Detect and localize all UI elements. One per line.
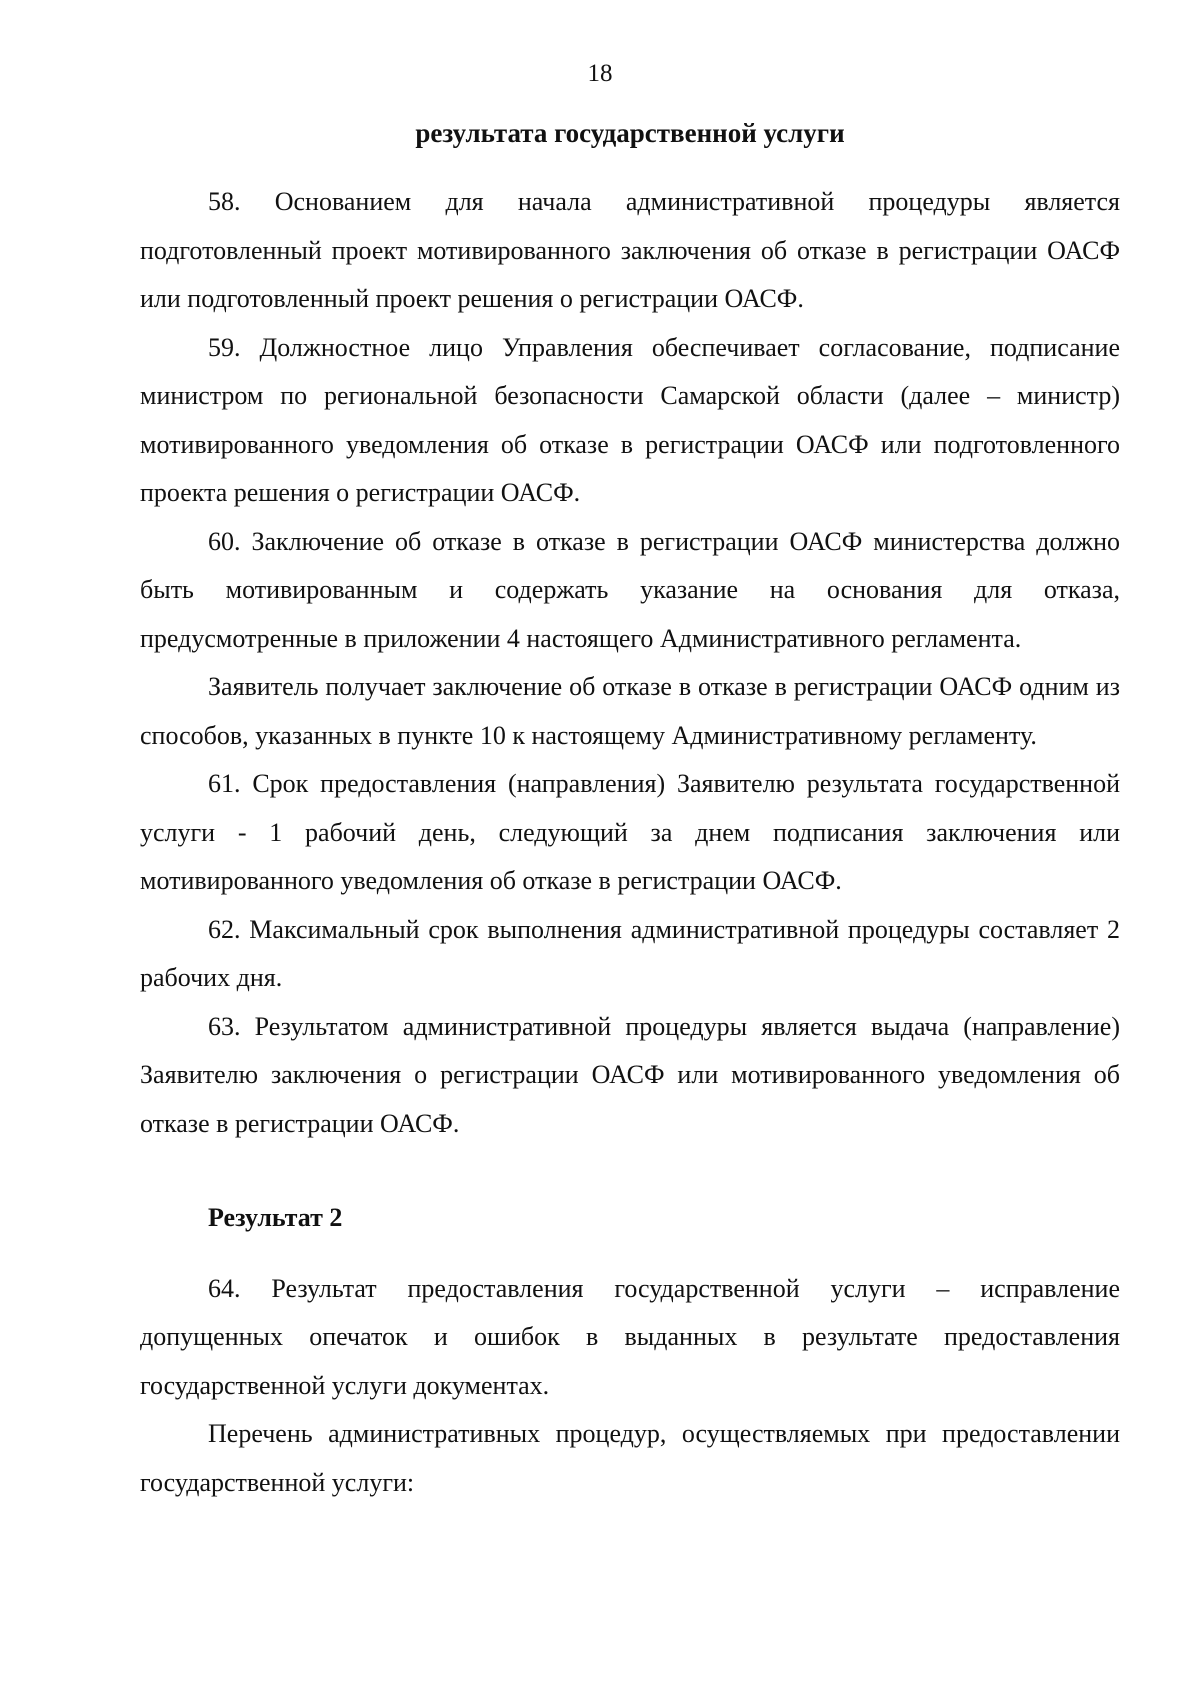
paragraph-64: 64. Результат предоставления государственной услуги – исправление допущенных опечаток и ошибок в выданных в результате предоставления государственной услуги документах. — [140, 1273, 1120, 1400]
paragraph-62: 62. Максимальный срок выполнения административной процедуры составляет 2 рабочих дня. — [140, 914, 1120, 992]
paragraph-63: 63. Результатом административной процедуры является выдача (направление) Заявителю заключения о регистрации ОАСФ или мотивированного уведомления об отказе в регистрации ОАСФ. — [140, 1011, 1120, 1138]
document-body — [140, 178, 1120, 1507]
page-number: 18 — [587, 60, 613, 87]
result-2-title: Результат 2 — [208, 1203, 343, 1232]
paragraph-60-continuation: Заявитель получает заключение об отказе в отказе в регистрации ОАСФ одним из способов, указанных в пункте 10 к настоящему Административному регламенту. — [140, 672, 1120, 750]
paragraph-60: 60. Заключение об отказе в отказе в регистрации ОАСФ министерства должно быть мотивированным и содержать указание на основания для отказа, предусмотренные в приложении 4 настоящего Административного регламента. — [140, 526, 1120, 653]
paragraph-58: 58. Основанием для начала административной процедуры является подготовленный проект мотивированного заключения об отказе в регистрации ОАСФ или подготовленный проект решения о регистрации ОАСФ. — [140, 187, 1120, 313]
section-heading: результата государственной услуги — [415, 118, 845, 148]
procedures-list-intro: Перечень административных процедур, осуществляемых при предоставлении государственной услуги: — [140, 1419, 1120, 1497]
paragraph-59: 59. Должностное лицо Управления обеспечивает согласование, подписание министром по региональной безопасности Самарской области (далее – министр) мотивированного уведомления об отказе в регистрации ОАСФ или подготовленного проекта решения о регистрации ОАСФ. — [140, 332, 1120, 507]
paragraph-61: 61. Срок предоставления (направления) Заявителю результата государственной услуги - 1 рабочий день, следующий за днем подписания заключения или мотивированного уведомления об отказе в регистрации ОАСФ. — [140, 769, 1120, 895]
